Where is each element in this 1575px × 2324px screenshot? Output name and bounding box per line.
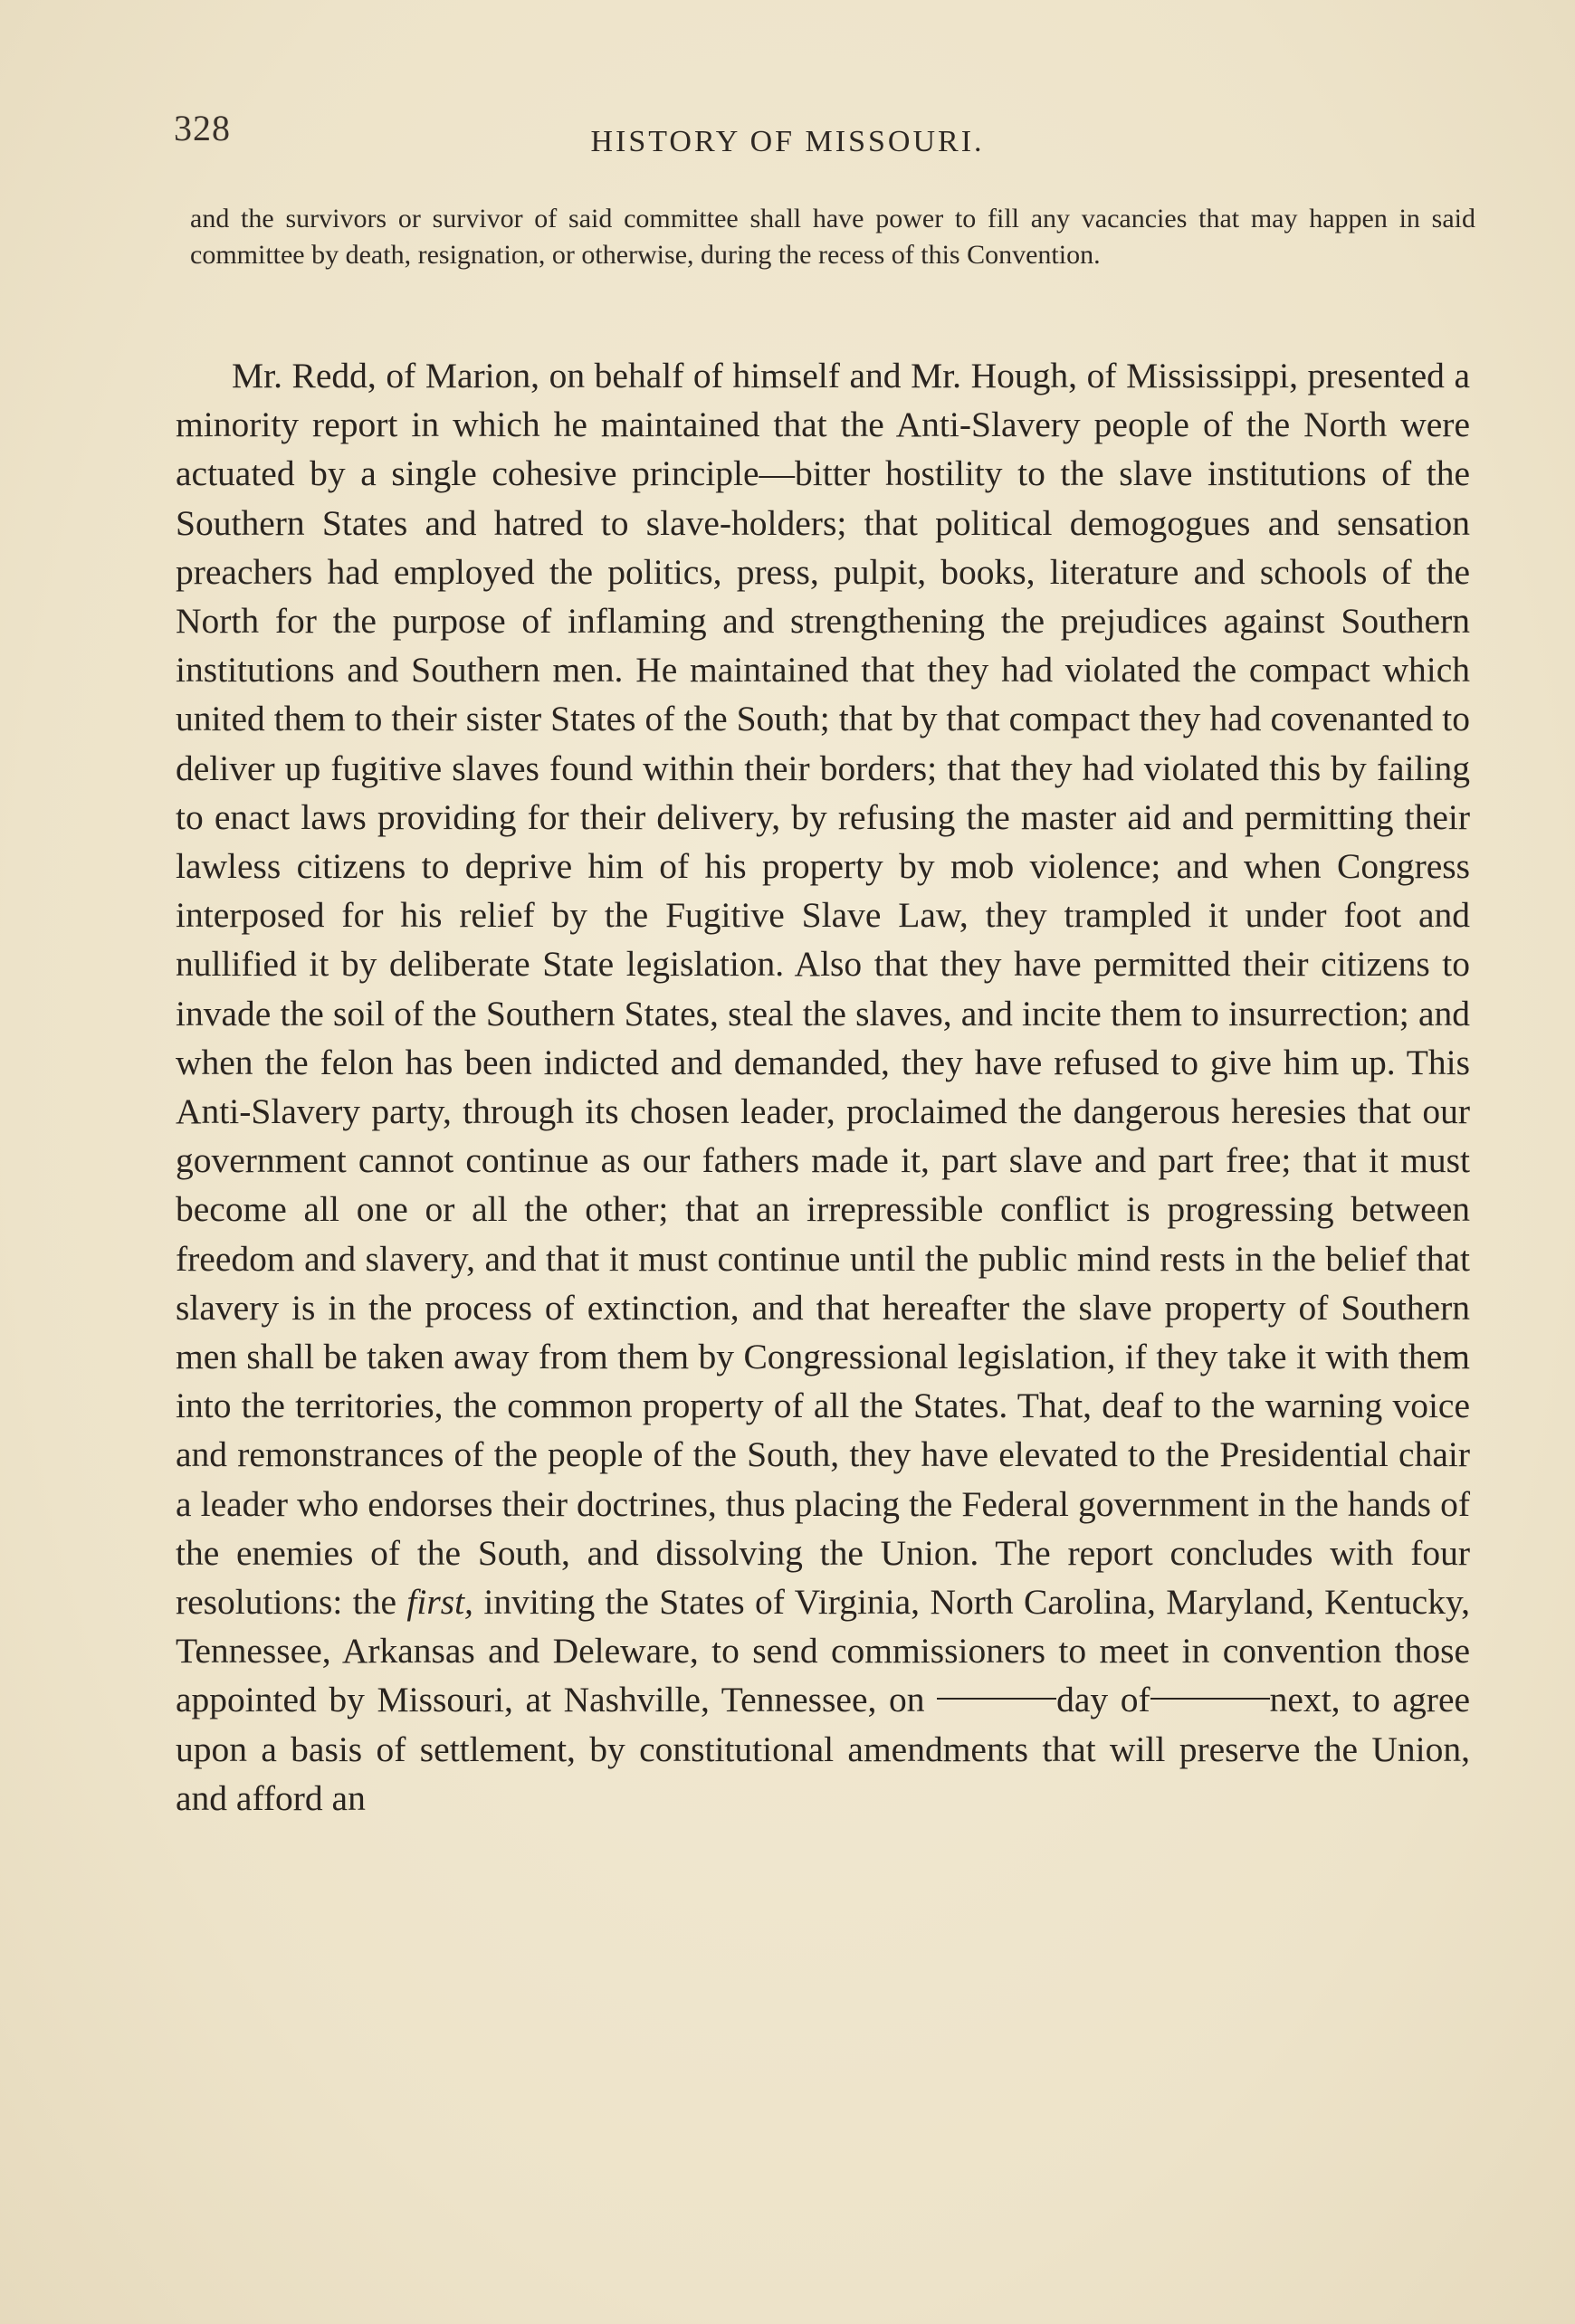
- paragraph-text-part1: Mr. Redd, of Marion, on behalf of himself and Mr. Hough, of Mississippi, presented a minority report in which he maintained that the Anti-Slavery people of the North were actuated by a single cohesive principle—bitter hostility to the slave institutions of the Southern States and hatred to slave-holders; that political demogogues and sensation preachers had employed the politics, press, pulpit, books, literature and schools of the North for the purpose of inflaming and strengthening the prejudices against Southern institutions and Southern men. He maintained that they had violated the compact which united them to their sister States of the South; that by that compact they had covenanted to deliver up fugitive slaves found within their borders; that they had violated this by failing to enact laws providing for their delivery, by refusing the master aid and permitting their lawless citizens to deprive him of his property by mob violence; and when Congress interposed for his relief by the Fugitive Slave Law, they trampled it under foot and nullified it by deliberate State legislation. Also that they have permitted their citizens to invade the soil of the Southern States, steal the slaves, and incite them to insurrection; and when the felon has been indicted and demanded, they have refused to give him up. This Anti-Slavery party, through its chosen leader, proclaimed the dangerous heresies that our government cannot continue as our fathers made it, part slave and part free; that it must become all one or all the other; that an irrepressible conflict is progressing between freedom and slavery, and that it must continue until the public mind rests in the belief that slavery is in the process of extinction, and that hereafter the slave property of Southern men shall be taken away from them by Congressional legislation, if they take it with them into the territories, the common property of all the States. That, deaf to the warning voice and remonstrances of the people of the South, they have elevated to the Presidential chair a leader who endorses their doctrines, thus placing the Federal government in the hands of the enemies of the South, and dissolving the Union. The report concludes with four resolutions: the: [176, 356, 1470, 1623]
- paragraph-text-part2: inviting the States of Virginia, North Carolina, Maryland, Kentucky, Tennessee, Arkansas and Deleware, to send commissioners to meet in convention those appointed by Missouri, at Nashville, Tennessee, on: [176, 1582, 1470, 1720]
- paragraph-text-part3: next, to agree upon a basis of settlement, by constitutional amendments that will preserve the Union, and afford an: [176, 1680, 1471, 1818]
- italic-first-word: first,: [406, 1582, 473, 1623]
- day-of-text: day of: [1056, 1680, 1150, 1720]
- running-title: HISTORY OF MISSOURI.: [590, 125, 985, 158]
- minority-report-paragraph: [176, 351, 1470, 1823]
- continuation-paragraph: and the survivors or survivor of said committee shall have power to fill any vacancies that may happen in said committee by death, resignation, or otherwise, during the recess of this Convention.: [190, 204, 1475, 270]
- blank-line: [937, 1698, 1056, 1700]
- page-number: 328: [174, 108, 231, 148]
- blank-line: [1150, 1698, 1270, 1700]
